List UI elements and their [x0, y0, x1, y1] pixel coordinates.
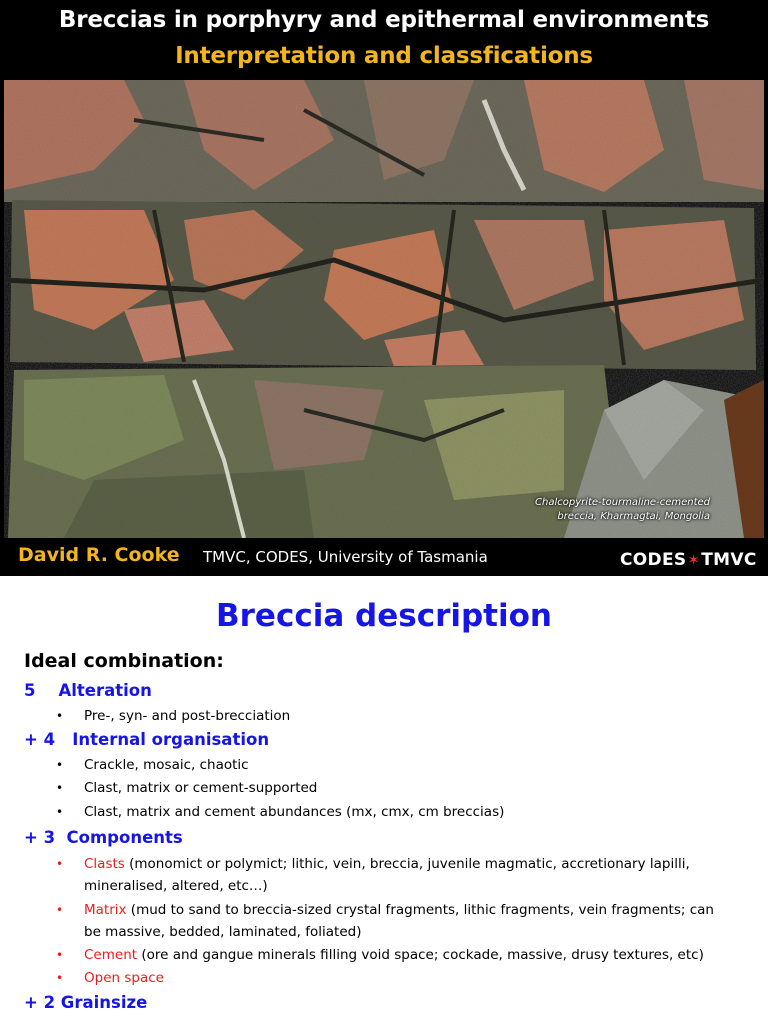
photo-caption: Chalcopyrite-tourmaline-cemented breccia, Kharmagtai, Mongolia [535, 497, 710, 522]
section-heading: + 4 Internal organisation [24, 730, 270, 749]
slide-subtitle: Interpretation and classfications [175, 43, 593, 69]
logo-mark-icon: ✶ [687, 551, 701, 569]
affiliation: TMVC, CODES, University of Tasmania [203, 548, 488, 566]
section-heading: + 3 Components [24, 828, 183, 847]
logo-left-text: CODES [620, 550, 687, 570]
codes-tmvc-logo [620, 548, 757, 572]
logo-right-text: TMVC [701, 550, 757, 570]
section-heading: + 2 Grainsize [24, 993, 148, 1012]
breccia-core-photo [4, 80, 764, 538]
author-name: David R. Cooke [18, 544, 180, 566]
section-heading: 5 Alteration [24, 681, 152, 700]
slide-subtitle: Ideal combination: [24, 650, 224, 672]
slide-title: Breccia description [216, 598, 552, 634]
slide-title: Breccias in porphyry and epithermal environments [58, 7, 710, 33]
description-slide: Breccia description Ideal combination: 5 Alteration • Pre-, syn- and post-brecciation + 4 Internal organisation • Crackle, mosaic, chaotic • Clast, matrix or cement-supported • Clast, matrix and cement abundances (mx, cmx, cm breccias) + 3 Components • Clasts (monomict or polymict; lithic, vein, breccia, juvenile magmatic, accretionary lapilli, mineralised, altered, etc…) • Matrix (mud to sand to breccia-sized crystal fragments, lithic fragments, vein fragments; can be massive, bedded, laminated, foliated) • Cement (ore and gangue minerals filling void space; cockade, massive, drusy textures, etc) • Open space + 2 Grainsize [0, 576, 768, 1024]
